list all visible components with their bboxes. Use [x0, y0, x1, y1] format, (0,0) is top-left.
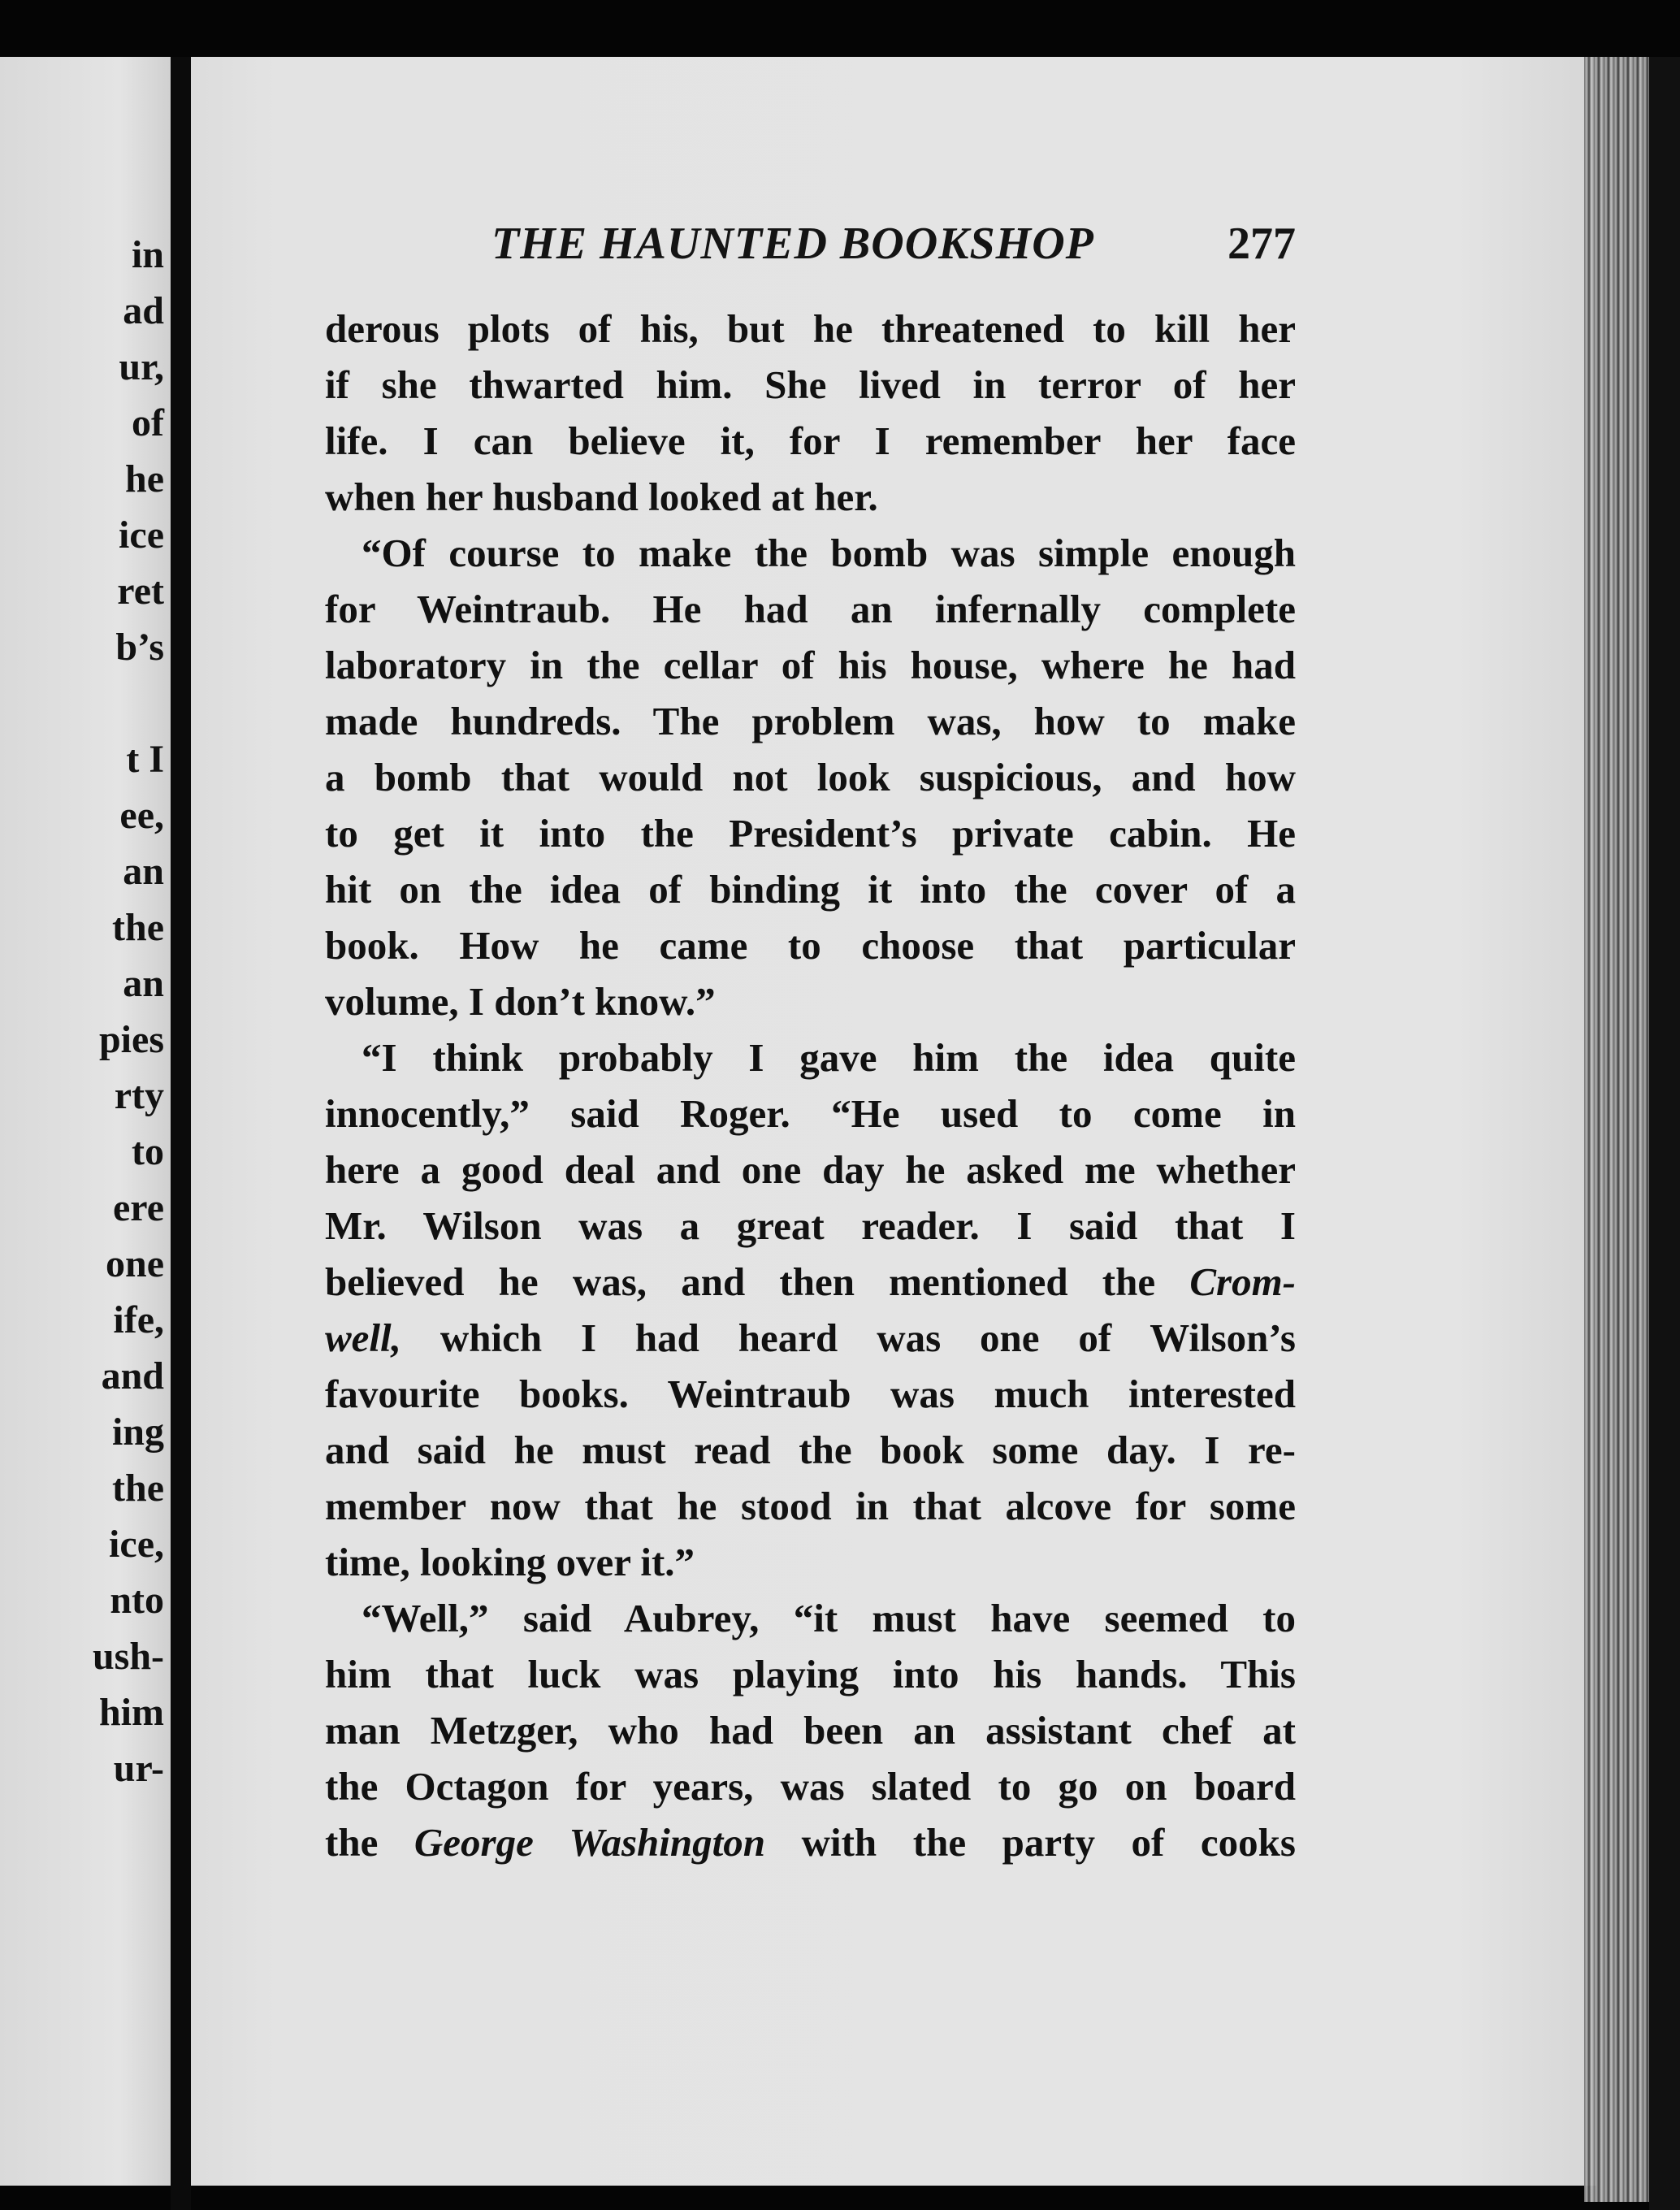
previous-page-text-fragment: ing: [111, 1410, 164, 1454]
text-line: “I think probably I gave him the idea quite: [362, 1035, 1296, 1080]
previous-page-text-fragment: to: [132, 1130, 164, 1173]
previous-page-text-fragment: nto: [110, 1579, 164, 1622]
previous-page-text-fragment: of: [132, 401, 164, 444]
previous-page-text-fragment: an: [123, 850, 164, 893]
previous-page-text-fragment: ur-: [113, 1747, 164, 1790]
text-line: book. How he came to choose that particular: [325, 923, 1296, 968]
previous-page-text-fragment: ice: [119, 514, 164, 557]
text-line: favourite books. Weintraub was much interested: [325, 1372, 1296, 1416]
text-line: time, looking over it.”: [325, 1540, 695, 1584]
text-line: the Octagon for years, was slated to go on board: [325, 1764, 1296, 1809]
text-line: when her husband looked at her.: [325, 474, 878, 519]
previous-page-text-fragment: ush-: [92, 1635, 164, 1678]
previous-page-text-fragment: ad: [123, 289, 164, 332]
text-line: a bomb that would not look suspicious, and how: [325, 755, 1296, 800]
text-segment: the: [325, 1820, 414, 1865]
text-line: innocently,” said Roger. “He used to come in: [325, 1091, 1296, 1136]
text-line: for Weintraub. He had an infernally complete: [325, 587, 1296, 631]
text-line: if she thwarted him. She lived in terror of her: [325, 362, 1296, 407]
previous-page-text-fragment: b’s: [115, 626, 164, 669]
text-line: derous plots of his, but he threatened to kill her: [325, 306, 1296, 351]
italic-text-segment: well,: [325, 1315, 401, 1360]
text-line: Mr. Wilson was a great reader. I said that I: [325, 1203, 1296, 1248]
previous-page-text-fragment: one: [106, 1242, 164, 1285]
previous-page-text-fragment: ret: [117, 570, 164, 613]
page-edges: [1584, 57, 1649, 2202]
running-title: THE HAUNTED BOOKSHOP: [491, 219, 1094, 269]
previous-page-text-fragment: the: [112, 1467, 164, 1510]
previous-page-text-fragment: him: [98, 1691, 164, 1734]
text-line: volume, I don’t know.”: [325, 979, 716, 1024]
text-line: him that luck was playing into his hands. This: [325, 1652, 1296, 1696]
text-line: “Well,” said Aubrey, “it must have seemed to: [362, 1596, 1296, 1640]
page-number: 277: [1228, 219, 1296, 269]
text-line: here a good deal and one day he asked me whether: [325, 1147, 1296, 1192]
body-text: [325, 301, 1296, 1870]
book-gutter: [171, 57, 191, 2210]
previous-page-text-fragment: he: [125, 457, 164, 500]
text-line: laboratory in the cellar of his house, where he had: [325, 643, 1296, 687]
text-line: member now that he stood in that alcove for some: [325, 1484, 1296, 1528]
text-line: “Of course to make the bomb was simple enough: [362, 531, 1296, 575]
italic-text-segment: George Washington: [414, 1820, 766, 1865]
previous-page-text-fragment: ere: [112, 1186, 164, 1229]
text-line: [325, 1814, 1296, 1870]
previous-page-text-fragment: and: [101, 1354, 164, 1398]
text-line: [325, 1254, 1296, 1310]
text-segment: which I had heard was one of Wilson’s: [401, 1315, 1296, 1360]
text-line: made hundreds. The problem was, how to make: [325, 699, 1296, 743]
text-line: life. I can believe it, for I remember her face: [325, 418, 1296, 463]
text-segment: believed he was, and then mentioned the: [325, 1259, 1190, 1304]
previous-page-text-fragment: ife,: [113, 1298, 164, 1341]
previous-page-text-fragment: t I: [126, 738, 164, 781]
running-head: [325, 218, 1296, 275]
previous-page-text-fragment: rty: [114, 1074, 164, 1117]
scan-border: [1649, 57, 1680, 2210]
text-line: and said he must read the book some day. I re-: [325, 1428, 1296, 1472]
previous-page-text-fragment: ur,: [119, 345, 164, 388]
italic-text-segment: Crom-: [1189, 1259, 1296, 1304]
text-line: to get it into the President’s private cabin. He: [325, 811, 1296, 856]
previous-page-text-fragment: an: [123, 962, 164, 1005]
previous-page-text-fragment: the: [112, 906, 164, 949]
previous-page-text-fragment: ice,: [109, 1523, 164, 1566]
text-line: [325, 1310, 1296, 1366]
text-segment: with the party of cooks: [765, 1820, 1296, 1865]
previous-page-text-fragment: pies: [98, 1018, 164, 1061]
text-line: hit on the idea of binding it into the cover of a: [325, 867, 1296, 912]
previous-page-text-fragment: in: [131, 233, 164, 276]
text-line: man Metzger, who had been an assistant chef at: [325, 1708, 1296, 1753]
previous-page-fragment: [0, 57, 171, 2186]
previous-page-text-fragment: ee,: [119, 794, 164, 837]
